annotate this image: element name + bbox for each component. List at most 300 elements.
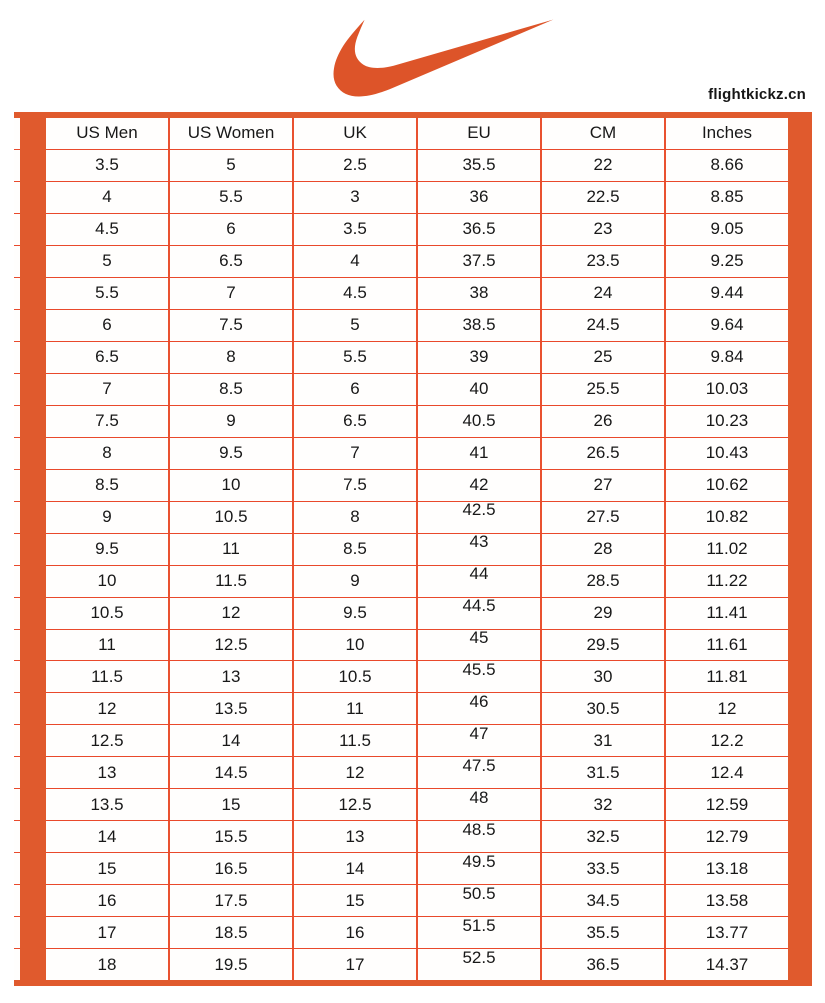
cell-value: 12.5 (338, 794, 372, 814)
cell-value: 8.5 (95, 475, 119, 495)
cell-value: 14 (345, 858, 365, 878)
table-cell-eu (416, 278, 540, 309)
table-cell-eu (416, 374, 540, 405)
table-cell-inches (664, 917, 788, 948)
table-cell-cm (540, 214, 664, 245)
cell-value: 12 (345, 762, 365, 782)
table-cell-us_women (168, 502, 292, 533)
cell-value: 11.02 (706, 539, 748, 559)
table-cell-eu (416, 693, 540, 724)
table-cell-uk (292, 566, 416, 597)
table-cell-eu (416, 438, 540, 469)
column-header-us_women (168, 118, 292, 149)
cell-value: 10.23 (705, 411, 749, 431)
table-cell-us_men (46, 470, 168, 501)
table-cell-cm (540, 566, 664, 597)
table-cell-uk (292, 534, 416, 565)
table-cell-uk (292, 182, 416, 213)
table-cell-inches (664, 406, 788, 437)
cell-value: 37.5 (462, 251, 496, 271)
cell-value: 11.61 (706, 634, 748, 654)
cell-value: 41 (469, 443, 489, 463)
table-cell-us_women (168, 693, 292, 724)
cell-value: 4.5 (95, 219, 119, 239)
table-cell-uk (292, 470, 416, 501)
cell-value: 36.5 (586, 954, 620, 974)
cell-value: 5 (350, 315, 360, 335)
table-cell-us_men (46, 693, 168, 724)
cell-value: 7 (226, 283, 236, 303)
cell-value: 9.5 (95, 539, 119, 559)
cell-value: 12.2 (710, 730, 744, 750)
table-row (14, 661, 812, 693)
cell-value: 9.84 (710, 347, 744, 367)
table-row (14, 693, 812, 725)
size-table-body (14, 118, 812, 980)
cell-value: 12.5 (90, 730, 124, 750)
cell-value: 6.5 (95, 347, 119, 367)
cell-value: 12.4 (710, 762, 744, 782)
table-row (14, 566, 812, 598)
table-cell-us_women (168, 885, 292, 916)
table-cell-us_women (168, 566, 292, 597)
table-cell-cm (540, 246, 664, 277)
table-cell-uk (292, 598, 416, 629)
table-cell-inches (664, 661, 788, 692)
table-cell-us_men (46, 438, 168, 469)
table-border-top (14, 112, 812, 118)
table-cell-eu (416, 406, 540, 437)
table-cell-eu (416, 885, 540, 916)
cell-value: 11 (222, 539, 240, 559)
cell-value: 44 (469, 565, 489, 584)
table-cell-cm (540, 885, 664, 916)
cell-value: 24 (593, 283, 613, 303)
table-cell-us_men (46, 182, 168, 213)
cell-value: 45 (469, 629, 489, 647)
table-cell-us_men (46, 406, 168, 437)
table-cell-us_men (46, 917, 168, 948)
cell-value: 13 (97, 762, 117, 782)
table-cell-us_women (168, 757, 292, 788)
cell-value: 33.5 (586, 858, 620, 878)
table-cell-uk (292, 853, 416, 884)
table-cell-uk (292, 374, 416, 405)
cell-value: 31 (593, 730, 613, 750)
cell-value: 36.5 (462, 219, 496, 239)
cell-value: 9.05 (710, 219, 744, 239)
table-cell-inches (664, 821, 788, 852)
table-row (14, 725, 812, 757)
table-cell-cm (540, 693, 664, 724)
cell-value: 15 (97, 858, 117, 878)
table-cell-cm (540, 150, 664, 181)
cell-value: 23 (593, 219, 613, 239)
cell-value: 9 (102, 507, 112, 527)
table-cell-us_women (168, 470, 292, 501)
cell-value: 47 (469, 725, 489, 743)
cell-value: 36 (469, 187, 489, 207)
table-cell-inches (664, 342, 788, 373)
table-cell-uk (292, 821, 416, 852)
table-cell-us_women (168, 534, 292, 565)
table-cell-eu (416, 534, 540, 565)
table-cell-uk (292, 757, 416, 788)
cell-value: 38 (469, 283, 489, 303)
cell-value: 15.5 (214, 826, 248, 846)
cell-value: 35.5 (462, 155, 496, 175)
cell-value: 42 (469, 475, 489, 495)
table-cell-inches (664, 534, 788, 565)
cell-value: 14 (97, 826, 117, 846)
site-name: flightkickz.cn (708, 86, 806, 103)
table-cell-us_women (168, 917, 292, 948)
table-cell-inches (664, 789, 788, 820)
cell-value: 5.5 (343, 347, 367, 367)
cell-value: 31.5 (586, 762, 620, 782)
table-row (14, 470, 812, 502)
table-cell-eu (416, 150, 540, 181)
table-cell-uk (292, 789, 416, 820)
table-cell-cm (540, 725, 664, 756)
table-cell-eu (416, 821, 540, 852)
table-cell-us_women (168, 725, 292, 756)
cell-value: 9.5 (343, 603, 367, 623)
cell-value: 9.25 (710, 251, 744, 271)
table-cell-cm (540, 821, 664, 852)
cell-value: 48.5 (462, 821, 496, 839)
table-row (14, 917, 812, 949)
table-cell-inches (664, 949, 788, 980)
cell-value: 11.5 (339, 730, 371, 750)
table-header-row (14, 118, 812, 150)
cell-value: 30.5 (586, 698, 620, 718)
table-cell-us_men (46, 278, 168, 309)
cell-value: 39 (469, 347, 489, 367)
table-cell-us_men (46, 757, 168, 788)
cell-value: 29.5 (586, 634, 620, 654)
column-header-label: US Men (76, 123, 138, 143)
table-cell-us_men (46, 534, 168, 565)
column-header-uk (292, 118, 416, 149)
table-cell-us_women (168, 374, 292, 405)
table-cell-cm (540, 789, 664, 820)
table-cell-us_men (46, 725, 168, 756)
table-cell-uk (292, 310, 416, 341)
table-border-left (20, 115, 46, 983)
cell-value: 30 (593, 666, 613, 686)
table-cell-us_men (46, 374, 168, 405)
cell-value: 12 (717, 698, 737, 718)
table-cell-us_men (46, 661, 168, 692)
column-header-label: UK (343, 123, 367, 143)
cell-value: 19.5 (214, 954, 248, 974)
table-cell-inches (664, 725, 788, 756)
table-cell-eu (416, 661, 540, 692)
cell-value: 49.5 (462, 853, 496, 871)
cell-value: 13.58 (705, 890, 749, 910)
cell-value: 7 (350, 443, 360, 463)
cell-value: 32.5 (586, 826, 620, 846)
cell-value: 12 (221, 603, 241, 623)
cell-value: 10.82 (705, 507, 749, 527)
cell-value: 35.5 (586, 922, 620, 942)
cell-value: 13 (345, 826, 365, 846)
table-cell-eu (416, 566, 540, 597)
table-cell-inches (664, 278, 788, 309)
cell-value: 10.62 (705, 475, 749, 495)
column-header-label: EU (467, 123, 491, 143)
cell-value: 7 (102, 379, 112, 399)
cell-value: 46 (469, 693, 489, 711)
cell-value: 44.5 (462, 597, 496, 616)
cell-value: 51.5 (462, 917, 496, 935)
cell-value: 11 (98, 634, 116, 654)
table-row (14, 438, 812, 470)
cell-value: 45.5 (462, 661, 496, 679)
table-cell-uk (292, 725, 416, 756)
cell-value: 6.5 (219, 251, 243, 271)
cell-value: 38.5 (462, 315, 496, 335)
cell-value: 28.5 (586, 571, 620, 591)
table-row (14, 150, 812, 182)
table-cell-us_men (46, 821, 168, 852)
table-cell-inches (664, 470, 788, 501)
cell-value: 47.5 (462, 757, 496, 775)
table-cell-inches (664, 630, 788, 661)
cell-value: 13.5 (90, 794, 124, 814)
table-row (14, 853, 812, 885)
table-row (14, 598, 812, 630)
table-cell-eu (416, 853, 540, 884)
table-cell-uk (292, 214, 416, 245)
table-cell-eu (416, 917, 540, 948)
table-row (14, 246, 812, 278)
table-cell-cm (540, 374, 664, 405)
cell-value: 4.5 (343, 283, 367, 303)
table-cell-us_men (46, 598, 168, 629)
table-row (14, 374, 812, 406)
cell-value: 22 (593, 155, 613, 175)
cell-value: 5.5 (95, 283, 119, 303)
cell-value: 13.18 (705, 858, 749, 878)
table-cell-inches (664, 757, 788, 788)
nike-swoosh-path (334, 20, 554, 97)
table-cell-us_men (46, 949, 168, 980)
table-cell-inches (664, 502, 788, 533)
table-cell-us_women (168, 150, 292, 181)
table-cell-us_women (168, 278, 292, 309)
table-cell-inches (664, 693, 788, 724)
table-row (14, 885, 812, 917)
table-cell-eu (416, 949, 540, 980)
table-cell-eu (416, 630, 540, 661)
table-row (14, 182, 812, 214)
cell-value: 22.5 (586, 187, 620, 207)
cell-value: 27 (593, 475, 613, 495)
cell-value: 12.5 (214, 634, 248, 654)
table-cell-us_women (168, 853, 292, 884)
cell-value: 16.5 (214, 858, 248, 878)
cell-value: 10 (221, 475, 241, 495)
table-cell-us_men (46, 789, 168, 820)
cell-value: 6 (350, 379, 360, 399)
cell-value: 11.41 (706, 603, 748, 623)
table-cell-eu (416, 246, 540, 277)
table-cell-us_men (46, 246, 168, 277)
column-header-us_men (46, 118, 168, 149)
cell-value: 6.5 (343, 411, 367, 431)
table-cell-uk (292, 917, 416, 948)
cell-value: 6 (102, 315, 112, 335)
cell-value: 5 (102, 251, 112, 271)
cell-value: 7.5 (343, 475, 367, 495)
cell-value: 3.5 (95, 155, 119, 175)
table-cell-uk (292, 885, 416, 916)
table-cell-us_men (46, 853, 168, 884)
column-header-inches (664, 118, 788, 149)
cell-value: 8 (102, 443, 112, 463)
cell-value: 8.66 (710, 155, 744, 175)
cell-value: 10 (97, 571, 117, 591)
table-row (14, 757, 812, 789)
cell-value: 9 (226, 411, 236, 431)
cell-value: 10.5 (214, 507, 248, 527)
table-cell-inches (664, 598, 788, 629)
table-row (14, 821, 812, 853)
cell-value: 9.64 (710, 315, 744, 335)
table-cell-eu (416, 757, 540, 788)
table-cell-us_women (168, 214, 292, 245)
cell-value: 10 (345, 634, 365, 654)
table-row (14, 502, 812, 534)
table-cell-cm (540, 438, 664, 469)
cell-value: 17 (345, 954, 365, 974)
table-cell-cm (540, 342, 664, 373)
column-header-label: CM (589, 123, 617, 143)
table-cell-us_women (168, 182, 292, 213)
table-cell-uk (292, 949, 416, 980)
table-cell-us_men (46, 502, 168, 533)
cell-value: 14.37 (705, 954, 749, 974)
cell-value: 3 (350, 187, 360, 207)
table-cell-inches (664, 246, 788, 277)
cell-value: 42.5 (462, 501, 496, 520)
cell-value: 9.44 (710, 283, 744, 303)
cell-value: 13 (221, 666, 241, 686)
cell-value: 28 (593, 539, 613, 559)
table-cell-inches (664, 214, 788, 245)
table-cell-us_women (168, 661, 292, 692)
table-cell-uk (292, 278, 416, 309)
column-header-eu (416, 118, 540, 149)
cell-value: 12.79 (705, 826, 749, 846)
cell-value: 13.5 (214, 698, 248, 718)
table-cell-us_women (168, 246, 292, 277)
table-cell-cm (540, 470, 664, 501)
table-cell-cm (540, 853, 664, 884)
cell-value: 40.5 (462, 411, 496, 431)
table-cell-uk (292, 246, 416, 277)
table-cell-cm (540, 949, 664, 980)
cell-value: 26.5 (586, 443, 620, 463)
cell-value: 11.5 (215, 571, 247, 591)
table-cell-us_men (46, 630, 168, 661)
cell-value: 17.5 (214, 890, 248, 910)
table-cell-us_women (168, 821, 292, 852)
table-cell-us_men (46, 214, 168, 245)
cell-value: 5 (226, 155, 236, 175)
table-cell-eu (416, 342, 540, 373)
table-cell-uk (292, 630, 416, 661)
table-cell-us_women (168, 342, 292, 373)
table-cell-uk (292, 342, 416, 373)
table-row (14, 789, 812, 821)
table-cell-eu (416, 598, 540, 629)
table-cell-uk (292, 406, 416, 437)
table-cell-eu (416, 310, 540, 341)
table-cell-eu (416, 789, 540, 820)
cell-value: 15 (221, 794, 241, 814)
cell-value: 27.5 (586, 507, 620, 527)
size-conversion-table (14, 112, 812, 986)
cell-value: 23.5 (586, 251, 620, 271)
table-cell-inches (664, 150, 788, 181)
table-cell-us_men (46, 310, 168, 341)
cell-value: 7.5 (95, 411, 119, 431)
cell-value: 14 (221, 730, 241, 750)
cell-value: 5.5 (219, 187, 243, 207)
cell-value: 50.5 (462, 885, 496, 903)
table-cell-eu (416, 214, 540, 245)
table-cell-cm (540, 757, 664, 788)
table-cell-us_men (46, 150, 168, 181)
table-cell-cm (540, 406, 664, 437)
cell-value: 8.5 (219, 379, 243, 399)
table-cell-eu (416, 502, 540, 533)
cell-value: 2.5 (343, 155, 367, 175)
cell-value: 10.5 (338, 666, 372, 686)
table-cell-inches (664, 885, 788, 916)
table-cell-cm (540, 278, 664, 309)
cell-value: 52.5 (462, 949, 496, 967)
cell-value: 43 (469, 533, 489, 552)
table-cell-cm (540, 630, 664, 661)
table-row (14, 534, 812, 566)
table-cell-uk (292, 150, 416, 181)
cell-value: 4 (350, 251, 360, 271)
table-row (14, 406, 812, 438)
table-cell-eu (416, 470, 540, 501)
table-cell-cm (540, 598, 664, 629)
table-cell-us_women (168, 598, 292, 629)
table-cell-cm (540, 534, 664, 565)
cell-value: 8.5 (343, 539, 367, 559)
table-cell-inches (664, 310, 788, 341)
cell-value: 8 (350, 507, 360, 527)
table-cell-inches (664, 182, 788, 213)
table-cell-cm (540, 661, 664, 692)
cell-value: 3.5 (343, 219, 367, 239)
cell-value: 17 (97, 922, 117, 942)
table-row (14, 630, 812, 662)
cell-value: 11.5 (91, 666, 123, 686)
cell-value: 15 (345, 890, 365, 910)
table-cell-cm (540, 182, 664, 213)
cell-value: 11.81 (706, 666, 748, 686)
cell-value: 13.77 (705, 922, 749, 942)
table-cell-uk (292, 502, 416, 533)
